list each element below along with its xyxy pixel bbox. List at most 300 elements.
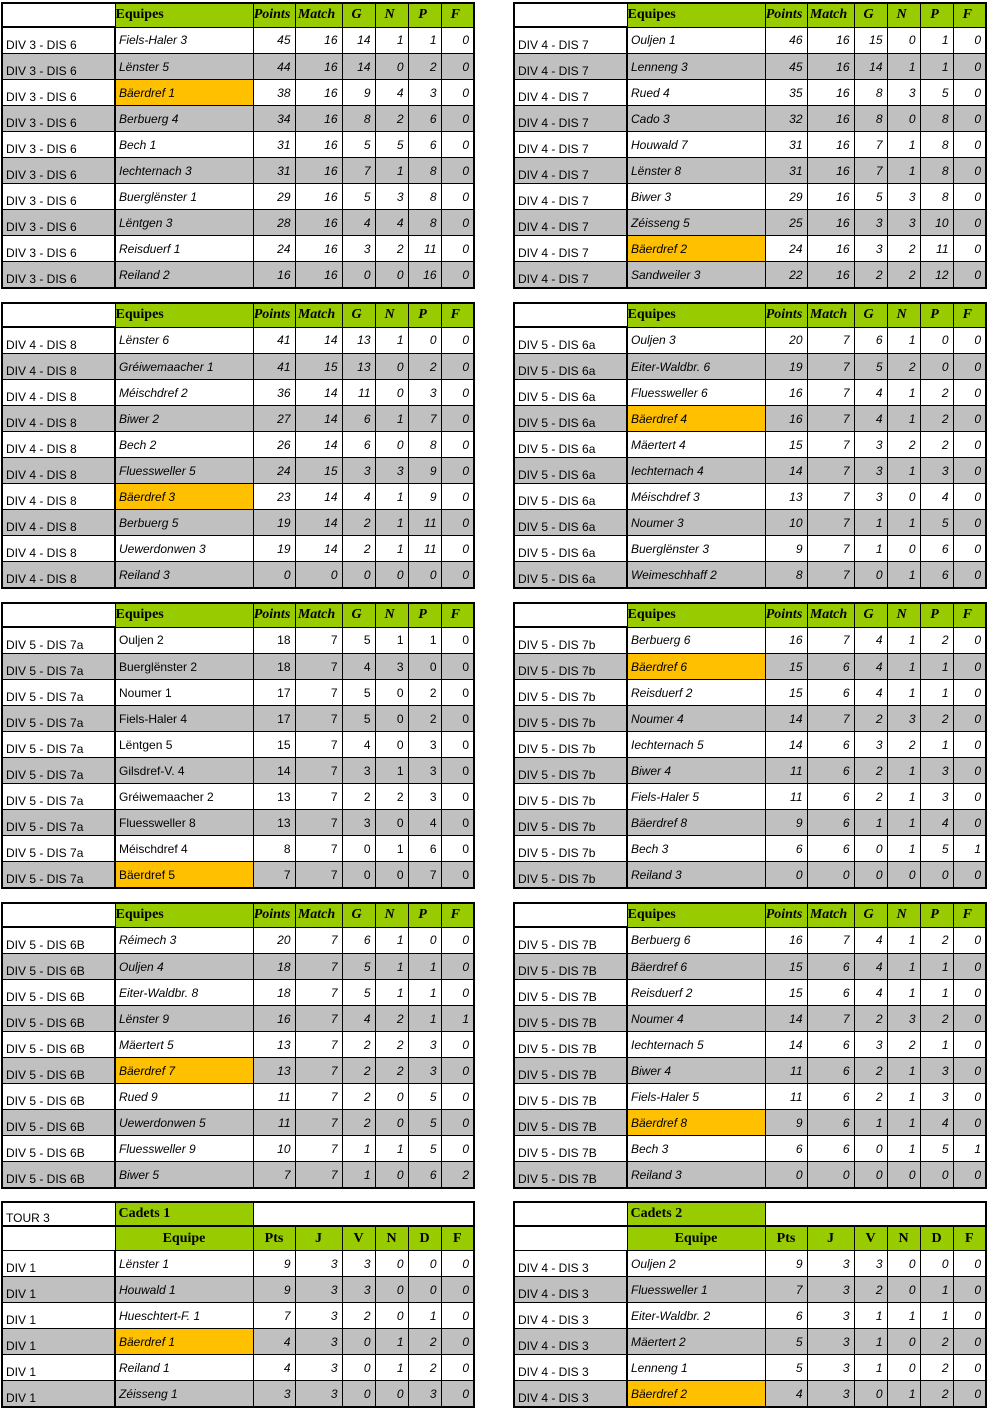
stat-wins: 4 <box>854 627 887 654</box>
team-name: Noumer 4 <box>627 1006 765 1032</box>
stat-matches: 7 <box>295 1110 342 1136</box>
stat-forfeits: 0 <box>953 980 986 1006</box>
team-name: Biwer 5 <box>115 1162 253 1189</box>
stat-losses: 1 <box>920 1032 953 1058</box>
division-cell: DIV 5 - DIS 7B <box>514 1058 627 1084</box>
table-row <box>514 562 986 589</box>
stat-draws: 3 <box>887 1006 920 1032</box>
stat-losses: 0 <box>408 927 441 954</box>
stat-points: 41 <box>253 354 295 380</box>
stat-matches: 7 <box>807 536 854 562</box>
team-name: Fluessweller 8 <box>115 810 253 836</box>
title-spacer <box>765 1202 986 1226</box>
stat-points: 20 <box>765 327 807 354</box>
stat-forfeits: 0 <box>953 380 986 406</box>
standings-table-left-2 <box>1 302 475 589</box>
stat-draws: 0 <box>375 732 408 758</box>
column-header-forfeits: F <box>953 3 986 27</box>
stat-draws: 0 <box>375 54 408 80</box>
team-name: Houwald 1 <box>115 1277 253 1303</box>
stat-matches: 16 <box>295 80 342 106</box>
stat-points: 24 <box>765 236 807 262</box>
stat-wins: 5 <box>854 354 887 380</box>
stat-forfeits: 0 <box>953 432 986 458</box>
table-row <box>2 80 474 106</box>
table-row <box>2 1058 474 1084</box>
stat-draws: 1 <box>887 1381 920 1408</box>
stat-wins: 2 <box>854 758 887 784</box>
division-cell: DIV 5 - DIS 7a <box>2 706 115 732</box>
stat-points: 16 <box>765 406 807 432</box>
stat-draws: 1 <box>887 810 920 836</box>
stat-losses: 9 <box>408 484 441 510</box>
stat-points: 6 <box>765 836 807 862</box>
stat-draws: 1 <box>375 1136 408 1162</box>
stat-matches: 6 <box>807 1084 854 1110</box>
stat-matches: 6 <box>807 836 854 862</box>
stat-played: 3 <box>295 1303 342 1329</box>
stat-wins: 11 <box>342 380 375 406</box>
stat-draws: 1 <box>375 758 408 784</box>
stat-forfeits: 0 <box>953 80 986 106</box>
stat-draws: 0 <box>375 1381 408 1408</box>
stat-points: 13 <box>253 784 295 810</box>
team-name: Biwer 4 <box>627 1058 765 1084</box>
team-name: Buerglënster 2 <box>115 654 253 680</box>
table-row <box>2 862 474 889</box>
column-header-points: Pts <box>765 1226 807 1251</box>
column-header-losses: P <box>408 903 441 927</box>
stat-matches: 7 <box>807 927 854 954</box>
stat-forfeits: 0 <box>953 784 986 810</box>
column-header-matches: Match <box>295 3 342 27</box>
division-cell: DIV 5 - DIS 7a <box>2 680 115 706</box>
stat-points: 46 <box>765 27 807 54</box>
table-row <box>514 510 986 536</box>
stat-points: 15 <box>765 432 807 458</box>
stat-points: 7 <box>253 1303 295 1329</box>
stat-draws: 1 <box>887 380 920 406</box>
stat-losses: 3 <box>408 758 441 784</box>
table-row <box>514 1058 986 1084</box>
team-name: Reiland 3 <box>627 862 765 889</box>
stat-matches: 6 <box>807 1110 854 1136</box>
table-row <box>2 458 474 484</box>
stat-defeats: 0 <box>408 1277 441 1303</box>
table-row <box>514 380 986 406</box>
stat-losses: 5 <box>408 1110 441 1136</box>
stat-losses: 7 <box>408 406 441 432</box>
division-cell: DIV 5 - DIS 6B <box>2 1058 115 1084</box>
stat-losses: 11 <box>408 510 441 536</box>
stat-losses: 2 <box>920 706 953 732</box>
column-header-wins: G <box>854 3 887 27</box>
division-cell: DIV 5 - DIS 6a <box>514 406 627 432</box>
stat-losses: 2 <box>408 54 441 80</box>
table-row <box>2 784 474 810</box>
stat-points: 13 <box>253 810 295 836</box>
division-cell: DIV 5 - DIS 7b <box>514 810 627 836</box>
stat-defeats: 1 <box>408 1303 441 1329</box>
table-row <box>514 1162 986 1189</box>
team-name: Iechternach 4 <box>627 458 765 484</box>
stat-draws: 0 <box>887 27 920 54</box>
stat-draws: 1 <box>887 1303 920 1329</box>
table-row <box>514 27 986 54</box>
stat-points: 11 <box>765 1058 807 1084</box>
stat-losses: 2 <box>920 627 953 654</box>
division-cell: DIV 5 - DIS 7B <box>514 980 627 1006</box>
stat-draws: 0 <box>887 484 920 510</box>
team-name: Sandweiler 3 <box>627 262 765 289</box>
tour-spacer <box>514 1202 627 1226</box>
table-row <box>2 680 474 706</box>
stat-forfeits: 0 <box>953 810 986 836</box>
stat-points: 36 <box>253 380 295 406</box>
table-row <box>514 132 986 158</box>
stat-points: 4 <box>765 1381 807 1408</box>
team-name: Fluessweller 5 <box>115 458 253 484</box>
stat-forfeits: 1 <box>441 1006 474 1032</box>
team-name: Reisduerf 2 <box>627 980 765 1006</box>
division-cell: DIV 1 <box>2 1329 115 1355</box>
stat-losses: 5 <box>920 1136 953 1162</box>
stat-played: 3 <box>807 1303 854 1329</box>
stat-wins: 5 <box>342 132 375 158</box>
division-cell: DIV 5 - DIS 7b <box>514 680 627 706</box>
table-row <box>514 1381 986 1408</box>
stat-wins: 2 <box>342 510 375 536</box>
division-cell: DIV 5 - DIS 6B <box>2 1136 115 1162</box>
table-row <box>2 484 474 510</box>
table-row <box>2 758 474 784</box>
stat-wins: 9 <box>342 80 375 106</box>
stat-draws: 1 <box>887 1058 920 1084</box>
stat-points: 15 <box>765 654 807 680</box>
division-cell: DIV 5 - DIS 6a <box>514 562 627 589</box>
stat-losses: 3 <box>408 784 441 810</box>
stat-matches: 7 <box>807 627 854 654</box>
division-cell: DIV 5 - DIS 7B <box>514 1110 627 1136</box>
stat-wins: 13 <box>342 354 375 380</box>
stat-matches: 7 <box>807 406 854 432</box>
stat-matches: 16 <box>295 236 342 262</box>
stat-matches: 7 <box>807 706 854 732</box>
stat-losses: 1 <box>920 980 953 1006</box>
stat-points: 14 <box>765 1006 807 1032</box>
column-header-wins: G <box>342 903 375 927</box>
stat-losses: 3 <box>408 80 441 106</box>
stat-forfeits: 0 <box>953 536 986 562</box>
stat-draws: 1 <box>375 536 408 562</box>
column-header-points: Points <box>765 303 807 327</box>
header-spacer <box>2 1226 115 1251</box>
stat-wins: 0 <box>854 862 887 889</box>
stat-forfeits: 0 <box>953 132 986 158</box>
stat-wins: 4 <box>854 654 887 680</box>
team-name: Berbuerg 5 <box>115 510 253 536</box>
team-name: Bäerdref 8 <box>627 810 765 836</box>
column-header-defeats: D <box>920 1226 953 1251</box>
column-header-team: Equipes <box>115 303 253 327</box>
table-row <box>514 1136 986 1162</box>
stat-losses: 0 <box>408 654 441 680</box>
stat-points: 6 <box>765 1303 807 1329</box>
column-header-team: Equipes <box>115 3 253 27</box>
stat-draws: 1 <box>887 327 920 354</box>
stat-draws: 0 <box>375 810 408 836</box>
table-row <box>514 1006 986 1032</box>
stat-points: 17 <box>253 680 295 706</box>
stat-forfeits: 0 <box>953 654 986 680</box>
stat-wins: 0 <box>342 562 375 589</box>
standings-table-left-4 <box>1 902 475 1189</box>
table-row <box>2 1329 474 1355</box>
table-row <box>514 1277 986 1303</box>
stat-losses: 1 <box>408 954 441 980</box>
team-name: Ouljen 1 <box>627 27 765 54</box>
stat-forfeits: 0 <box>441 158 474 184</box>
division-cell: DIV 1 <box>2 1303 115 1329</box>
stat-draws: 0 <box>375 1277 408 1303</box>
stat-draws: 3 <box>375 458 408 484</box>
column-header-losses: P <box>408 3 441 27</box>
stat-points: 24 <box>253 458 295 484</box>
stat-losses: 1 <box>920 54 953 80</box>
stat-draws: 0 <box>375 562 408 589</box>
division-cell: DIV 4 - DIS 7 <box>514 27 627 54</box>
stat-wins: 3 <box>342 236 375 262</box>
stat-losses: 1 <box>920 27 953 54</box>
stat-wins: 2 <box>854 784 887 810</box>
stat-forfeits: 0 <box>441 980 474 1006</box>
stat-matches: 16 <box>807 54 854 80</box>
stat-played: 3 <box>807 1355 854 1381</box>
division-cell: DIV 3 - DIS 6 <box>2 80 115 106</box>
table-header-row <box>514 3 986 27</box>
stat-forfeits: 0 <box>953 484 986 510</box>
table-header-row <box>2 303 474 327</box>
stat-draws: 2 <box>887 1032 920 1058</box>
stat-wins: 6 <box>342 927 375 954</box>
stat-draws: 1 <box>887 406 920 432</box>
stat-points: 14 <box>765 732 807 758</box>
stat-matches: 16 <box>807 184 854 210</box>
stat-points: 9 <box>765 1110 807 1136</box>
table-row <box>514 210 986 236</box>
stat-wins: 6 <box>854 327 887 354</box>
team-name: Gréiwemaacher 1 <box>115 354 253 380</box>
stat-matches: 7 <box>295 1162 342 1189</box>
stat-draws: 0 <box>375 1162 408 1189</box>
division-cell: DIV 4 - DIS 3 <box>514 1381 627 1408</box>
team-name: Uewerdonwen 3 <box>115 536 253 562</box>
stat-points: 11 <box>253 1110 295 1136</box>
column-header-defeats: D <box>408 1226 441 1251</box>
stat-wins: 1 <box>854 1303 887 1329</box>
team-name: Iechternach 5 <box>627 1032 765 1058</box>
column-header-draws: N <box>887 903 920 927</box>
column-header-team: Equipes <box>627 603 765 627</box>
team-name: Zéisseng 1 <box>115 1381 253 1408</box>
column-header-wins: V <box>854 1226 887 1251</box>
column-separator <box>480 0 512 1401</box>
stat-matches: 6 <box>807 784 854 810</box>
stat-draws: 1 <box>887 954 920 980</box>
stat-draws: 1 <box>887 132 920 158</box>
table-row <box>514 927 986 954</box>
stat-draws: 0 <box>375 1084 408 1110</box>
stat-wins: 7 <box>342 158 375 184</box>
stat-played: 3 <box>295 1381 342 1408</box>
stat-points: 15 <box>765 680 807 706</box>
stat-wins: 3 <box>342 1251 375 1277</box>
header-spacer <box>2 603 115 627</box>
division-cell: DIV 4 - DIS 8 <box>2 380 115 406</box>
table-row <box>2 54 474 80</box>
column-header-draws: N <box>375 3 408 27</box>
column-header-points: Pts <box>253 1226 295 1251</box>
table-row <box>2 510 474 536</box>
stat-forfeits: 0 <box>441 210 474 236</box>
division-cell: DIV 5 - DIS 7B <box>514 1006 627 1032</box>
team-name: Méischdref 2 <box>115 380 253 406</box>
stat-wins: 3 <box>342 1277 375 1303</box>
column-header-matches: Match <box>295 603 342 627</box>
team-name: Noumer 3 <box>627 510 765 536</box>
stat-draws: 0 <box>375 862 408 889</box>
stat-wins: 5 <box>342 954 375 980</box>
team-name: Fluessweller 9 <box>115 1136 253 1162</box>
table-row <box>2 184 474 210</box>
division-cell: DIV 5 - DIS 6B <box>2 1162 115 1189</box>
stat-wins: 14 <box>342 54 375 80</box>
stat-matches: 16 <box>807 80 854 106</box>
stat-losses: 7 <box>408 862 441 889</box>
stat-losses: 3 <box>920 1084 953 1110</box>
stat-matches: 16 <box>295 54 342 80</box>
stat-defeats: 3 <box>408 1381 441 1408</box>
stat-wins: 1 <box>342 1162 375 1189</box>
column-header-losses: P <box>920 603 953 627</box>
table-row <box>2 380 474 406</box>
team-name: Eiter-Waldbr. 8 <box>115 980 253 1006</box>
stat-losses: 3 <box>920 758 953 784</box>
stat-matches: 7 <box>807 484 854 510</box>
division-cell: DIV 5 - DIS 6B <box>2 1032 115 1058</box>
column-header-forfeits: F <box>441 303 474 327</box>
stat-wins: 3 <box>854 1251 887 1277</box>
stat-forfeits: 0 <box>441 1329 474 1355</box>
stat-matches: 7 <box>295 784 342 810</box>
division-cell: DIV 5 - DIS 7a <box>2 784 115 810</box>
stat-forfeits: 0 <box>441 184 474 210</box>
stat-wins: 4 <box>342 732 375 758</box>
division-cell: DIV 4 - DIS 7 <box>514 236 627 262</box>
division-cell: DIV 5 - DIS 7b <box>514 706 627 732</box>
division-cell: DIV 5 - DIS 6B <box>2 980 115 1006</box>
stat-matches: 14 <box>295 510 342 536</box>
stat-wins: 13 <box>342 327 375 354</box>
team-name: Uewerdonwen 5 <box>115 1110 253 1136</box>
column-header-draws: N <box>375 303 408 327</box>
division-cell: DIV 5 - DIS 7b <box>514 654 627 680</box>
stat-forfeits: 0 <box>441 680 474 706</box>
title-spacer <box>253 1202 474 1226</box>
column-header-team: Equipes <box>627 303 765 327</box>
cadets-title: Cadets 1 <box>115 1202 253 1226</box>
team-name: Reiland 3 <box>627 1162 765 1189</box>
stat-draws: 3 <box>887 184 920 210</box>
stat-matches: 7 <box>295 654 342 680</box>
cadets-table-left <box>1 1201 475 1408</box>
stat-matches: 6 <box>807 1032 854 1058</box>
stat-points: 7 <box>253 862 295 889</box>
table-header-row <box>2 603 474 627</box>
column-header-losses: P <box>408 303 441 327</box>
table-row <box>2 406 474 432</box>
table-row <box>514 810 986 836</box>
division-cell: DIV 5 - DIS 7a <box>2 862 115 889</box>
division-cell: DIV 4 - DIS 8 <box>2 536 115 562</box>
stat-forfeits: 0 <box>441 810 474 836</box>
team-name: Noumer 4 <box>627 706 765 732</box>
column-header-wins: G <box>854 303 887 327</box>
stat-forfeits: 0 <box>441 1355 474 1381</box>
stat-points: 45 <box>253 27 295 54</box>
stat-draws: 4 <box>375 210 408 236</box>
team-name: Buerglënster 1 <box>115 184 253 210</box>
team-name: Ouljen 3 <box>627 327 765 354</box>
stat-forfeits: 0 <box>441 954 474 980</box>
stat-forfeits: 0 <box>441 380 474 406</box>
stat-losses: 5 <box>920 836 953 862</box>
column-header-matches: Match <box>807 603 854 627</box>
stat-losses: 2 <box>408 706 441 732</box>
stat-losses: 5 <box>408 1084 441 1110</box>
stat-points: 17 <box>253 706 295 732</box>
stat-wins: 8 <box>854 80 887 106</box>
table-row <box>2 158 474 184</box>
stat-matches: 14 <box>295 536 342 562</box>
division-cell: DIV 4 - DIS 8 <box>2 354 115 380</box>
tour-label: TOUR 3 <box>2 1202 115 1226</box>
stat-losses: 2 <box>920 432 953 458</box>
division-cell: DIV 5 - DIS 6B <box>2 927 115 954</box>
stat-draws: 2 <box>375 236 408 262</box>
stat-wins: 3 <box>854 732 887 758</box>
stat-points: 6 <box>765 1136 807 1162</box>
stat-wins: 8 <box>342 106 375 132</box>
stat-wins: 5 <box>854 184 887 210</box>
stat-points: 28 <box>253 210 295 236</box>
division-cell: DIV 5 - DIS 6a <box>514 510 627 536</box>
division-cell: DIV 5 - DIS 6a <box>514 536 627 562</box>
stat-matches: 6 <box>807 810 854 836</box>
header-spacer <box>514 1226 627 1251</box>
stat-points: 16 <box>253 1006 295 1032</box>
stat-wins: 5 <box>342 184 375 210</box>
stat-wins: 7 <box>854 132 887 158</box>
cadets-title-row <box>2 1202 474 1226</box>
stat-draws: 5 <box>375 132 408 158</box>
stat-points: 11 <box>765 1084 807 1110</box>
stat-matches: 7 <box>295 1058 342 1084</box>
column-header-team: Equipe <box>115 1226 253 1251</box>
stat-matches: 14 <box>295 380 342 406</box>
stat-points: 9 <box>765 810 807 836</box>
team-name: Hueschtert-F. 1 <box>115 1303 253 1329</box>
